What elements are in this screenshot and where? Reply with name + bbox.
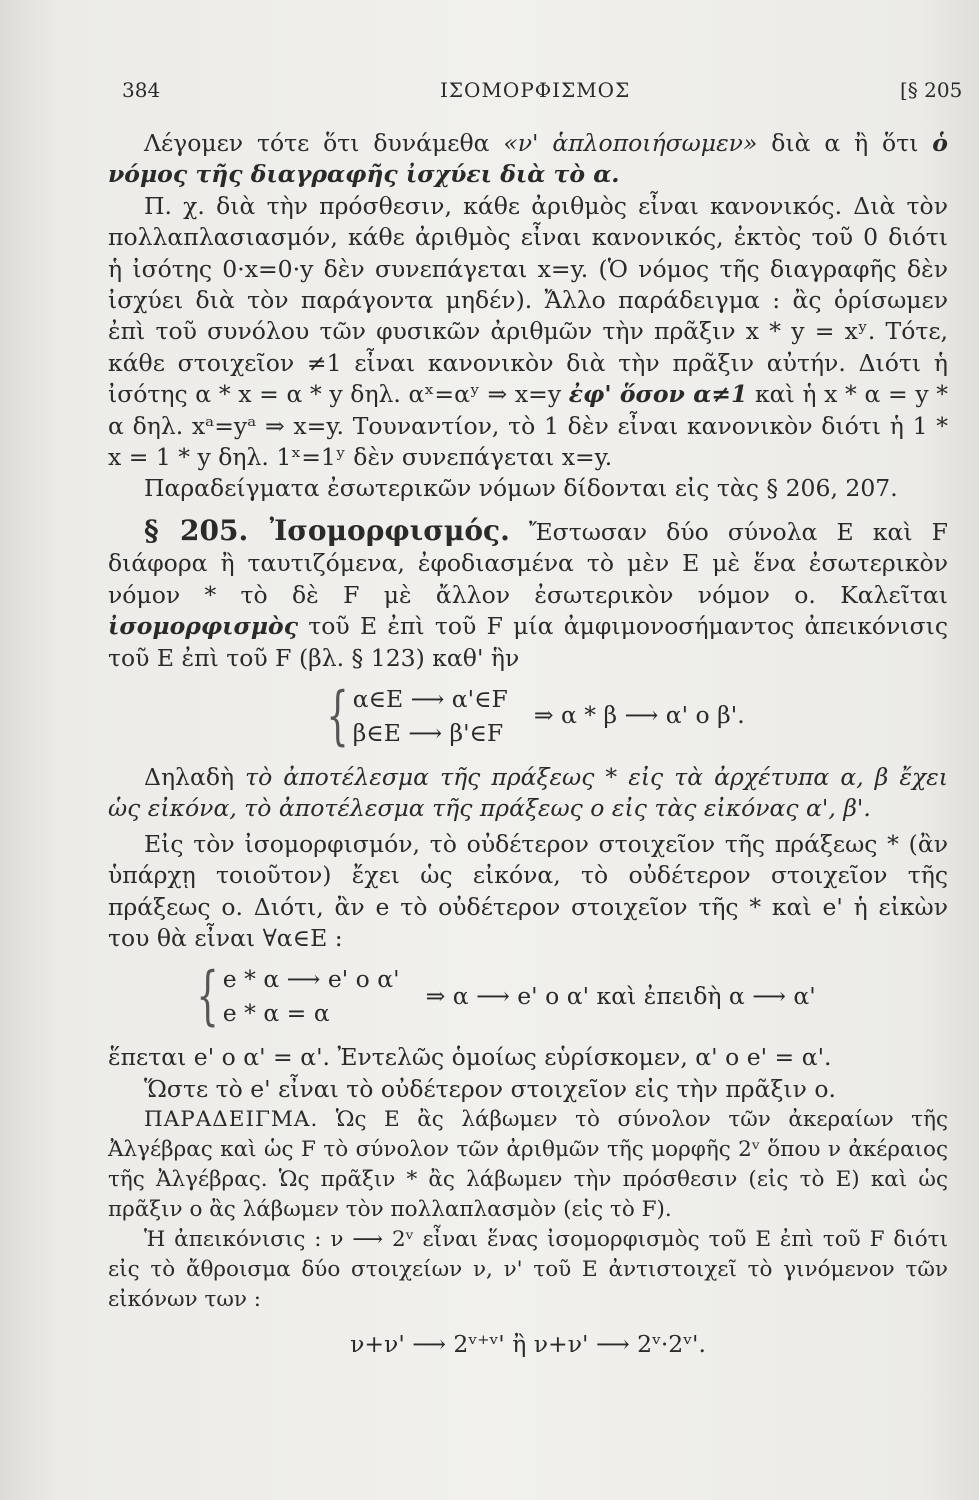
example-paragraph: Π. χ. διὰ τὴν πρόσθεσιν, κάθε ἀριθμὸς εἶναι κανονικός. Διὰ τὸν πολλαπλασιασμόν, κάθε ἀριθμὸς εἶναι κανονικός, ἐκτὸς τοῦ 0 διότι ἡ ἰσότης 0·x=0·y δὲν συνεπάγεται x=y. (Ὁ νόμος τῆς διαγραφῆς δὲν ἰσχύει διὰ τὸν παράγοντα μηδέν). Ἄλλο παράδειγμα : ἂς ὁρίσωμεν ἐπὶ τοῦ συνόλου τῶν φυσικῶν ἀριθμῶν τὴν πρᾶξιν x * y = xʸ. Τότε, κάθε στοιχεῖον ≠1 εἶναι κανονικὸν διὰ τὴν πρᾶξιν αὐτήν. Διότι ἡ ἰσότης α * x = α * y δηλ. αˣ=αʸ ⇒ x=y ἐφ' ὅσον α≠1 καὶ ἡ x * α = y * α δηλ. xᵃ=yᵃ ⇒ x=y. Τουναντίον, τὸ 1 δὲν εἶναι κανονικὸν διότι ἡ 1 * x = 1 * y δηλ. 1ˣ=1ʸ δὲν συνεπάγεται x=y. (108, 191, 948, 472)
section-ref: [§ 205 (900, 78, 963, 102)
neutral-element-paragraph: Εἰς τὸν ἰσομορφισμόν, τὸ οὐδέτερον στοιχεῖον τῆς πράξεως * (ἂν ὑπάρχῃ τοιοῦτον) ἔχει ὡς εἰκόνα, τὸ οὐδέτερον στοιχεῖον τῆς πράξεως ο. Διότι, ἂν e τὸ οὐδέτερον στοιχεῖον τῆς * καὶ e' ἡ εἰκὼν του θὰ εἶναι ∀α∈E : (108, 829, 948, 952)
page-body (108, 128, 948, 1361)
meaning-paragraph: Δηλαδὴ τὸ ἀποτέλεσμα τῆς πράξεως * εἰς τὰ ἀρχέτυπα α, β ἔχει ὡς εἰκόνα, τὸ ἀποτέλεσμα τῆς πράξεως ο εἰς τὰς εἰκόνας α', β'. (108, 762, 949, 823)
isomorphism-term: ἰσομορφισμὸς (108, 612, 299, 641)
section-205-paragraph: § 205. Ἰσομορφισμός. Ἔστωσαν δύο σύνολα E καὶ F διάφορα ἢ ταυτιζόμενα, ἐφοδιασμένα τὸ μὲν E μὲ ἕνα ἐσωτερικὸν νόμον * τὸ δὲ F μὲ ἄλλον ἐσωτερικὸν νόμον ο. Καλεῖται ἰσομορφισμὸς τοῦ E ἐπὶ τοῦ F μία ἀμφιμονοσήμαντος ἀπεικόνισις τοῦ E ἐπὶ τοῦ F (βλ. § 123) καθ' ἣν (108, 513, 948, 672)
running-title: ΙΣΟΜΟΡΦΙΣΜΟΣ (440, 78, 631, 102)
example-2-paragraph: ΠΑΡΑΔΕΙΓΜΑ. Ὡς E ἂς λάβωμεν τὸ σύνολον τῶν ἀκεραίων τῆς Ἀλγέβρας καὶ ὡς F τὸ σύνολον τῶν ἀριθμῶν τῆς μορφῆς 2ᵛ ὅπου ν ἀκέραιος τῆς Ἀλγέβρας. Ὡς πρᾶξιν * ἂς λάβωμεν τὴν πρόσθεσιν (εἰς τὸ E) καὶ ὡς πρᾶξιν ο ἂς λάβωμεν τὸν πολλαπλασμὸν (εἰς τὸ F). (108, 1107, 948, 1223)
mapping-statement: Ἡ ἀπεικόνισις : ν ⟶ 2ᵛ εἶναι ἕνας ἰσομορφισμὸς τοῦ E ἐπὶ τοῦ F διότι εἰς τὸ ἄθροισμα δύο στοιχείων ν, ν' τοῦ E ἀντιστοιχεῖ τὸ γινόμενον τῶν εἰκόνων των : (108, 1227, 948, 1313)
page-number: 384 (122, 78, 161, 102)
conclusion-line: Ὥστε τὸ e' εἶναι τὸ οὐδέτερον στοιχεῖον εἰς τὴν πρᾶξιν ο. (144, 1074, 837, 1103)
mapping-system-1: { α∈E ⟶ α'∈F β∈E ⟶ β'∈F ⇒ α * β ⟶ α' ο β'. (326, 678, 745, 753)
mapping-system-2: { e * α ⟶ e' ο α' e * α = α ⇒ α ⟶ e' ο α' καὶ ἐπειδὴ α ⟶ α' (196, 959, 816, 1034)
brace-icon: { (196, 959, 219, 1034)
internal-laws-reference: Παραδείγματα ἐσωτερικῶν νόμων δίδονται εἰς τὰς § 206, 207. (144, 474, 898, 503)
intro-paragraph: Λέγομεν τότε ὅτι δυνάμεθα «ν' ἁπλοποιήσωμεν» διὰ α ἢ ὅτι ὁ νόμος τῆς διαγραφῆς ἰσχύει διὰ τὸ α. (108, 129, 948, 189)
final-formula: ν+ν' ⟶ 2ᵛ⁺ᵛ' ἢ ν+ν' ⟶ 2ᵛ·2ᵛ'. (350, 1330, 706, 1359)
section-heading: § 205. Ἰσομορφισμός. (144, 513, 510, 547)
brace-icon: { (326, 678, 349, 753)
follows-line: ἕπεται e' ο α' = α'. Ἐντελῶς ὁμοίως εὑρίσκομεν, α' ο e' = α'. (108, 1043, 832, 1072)
